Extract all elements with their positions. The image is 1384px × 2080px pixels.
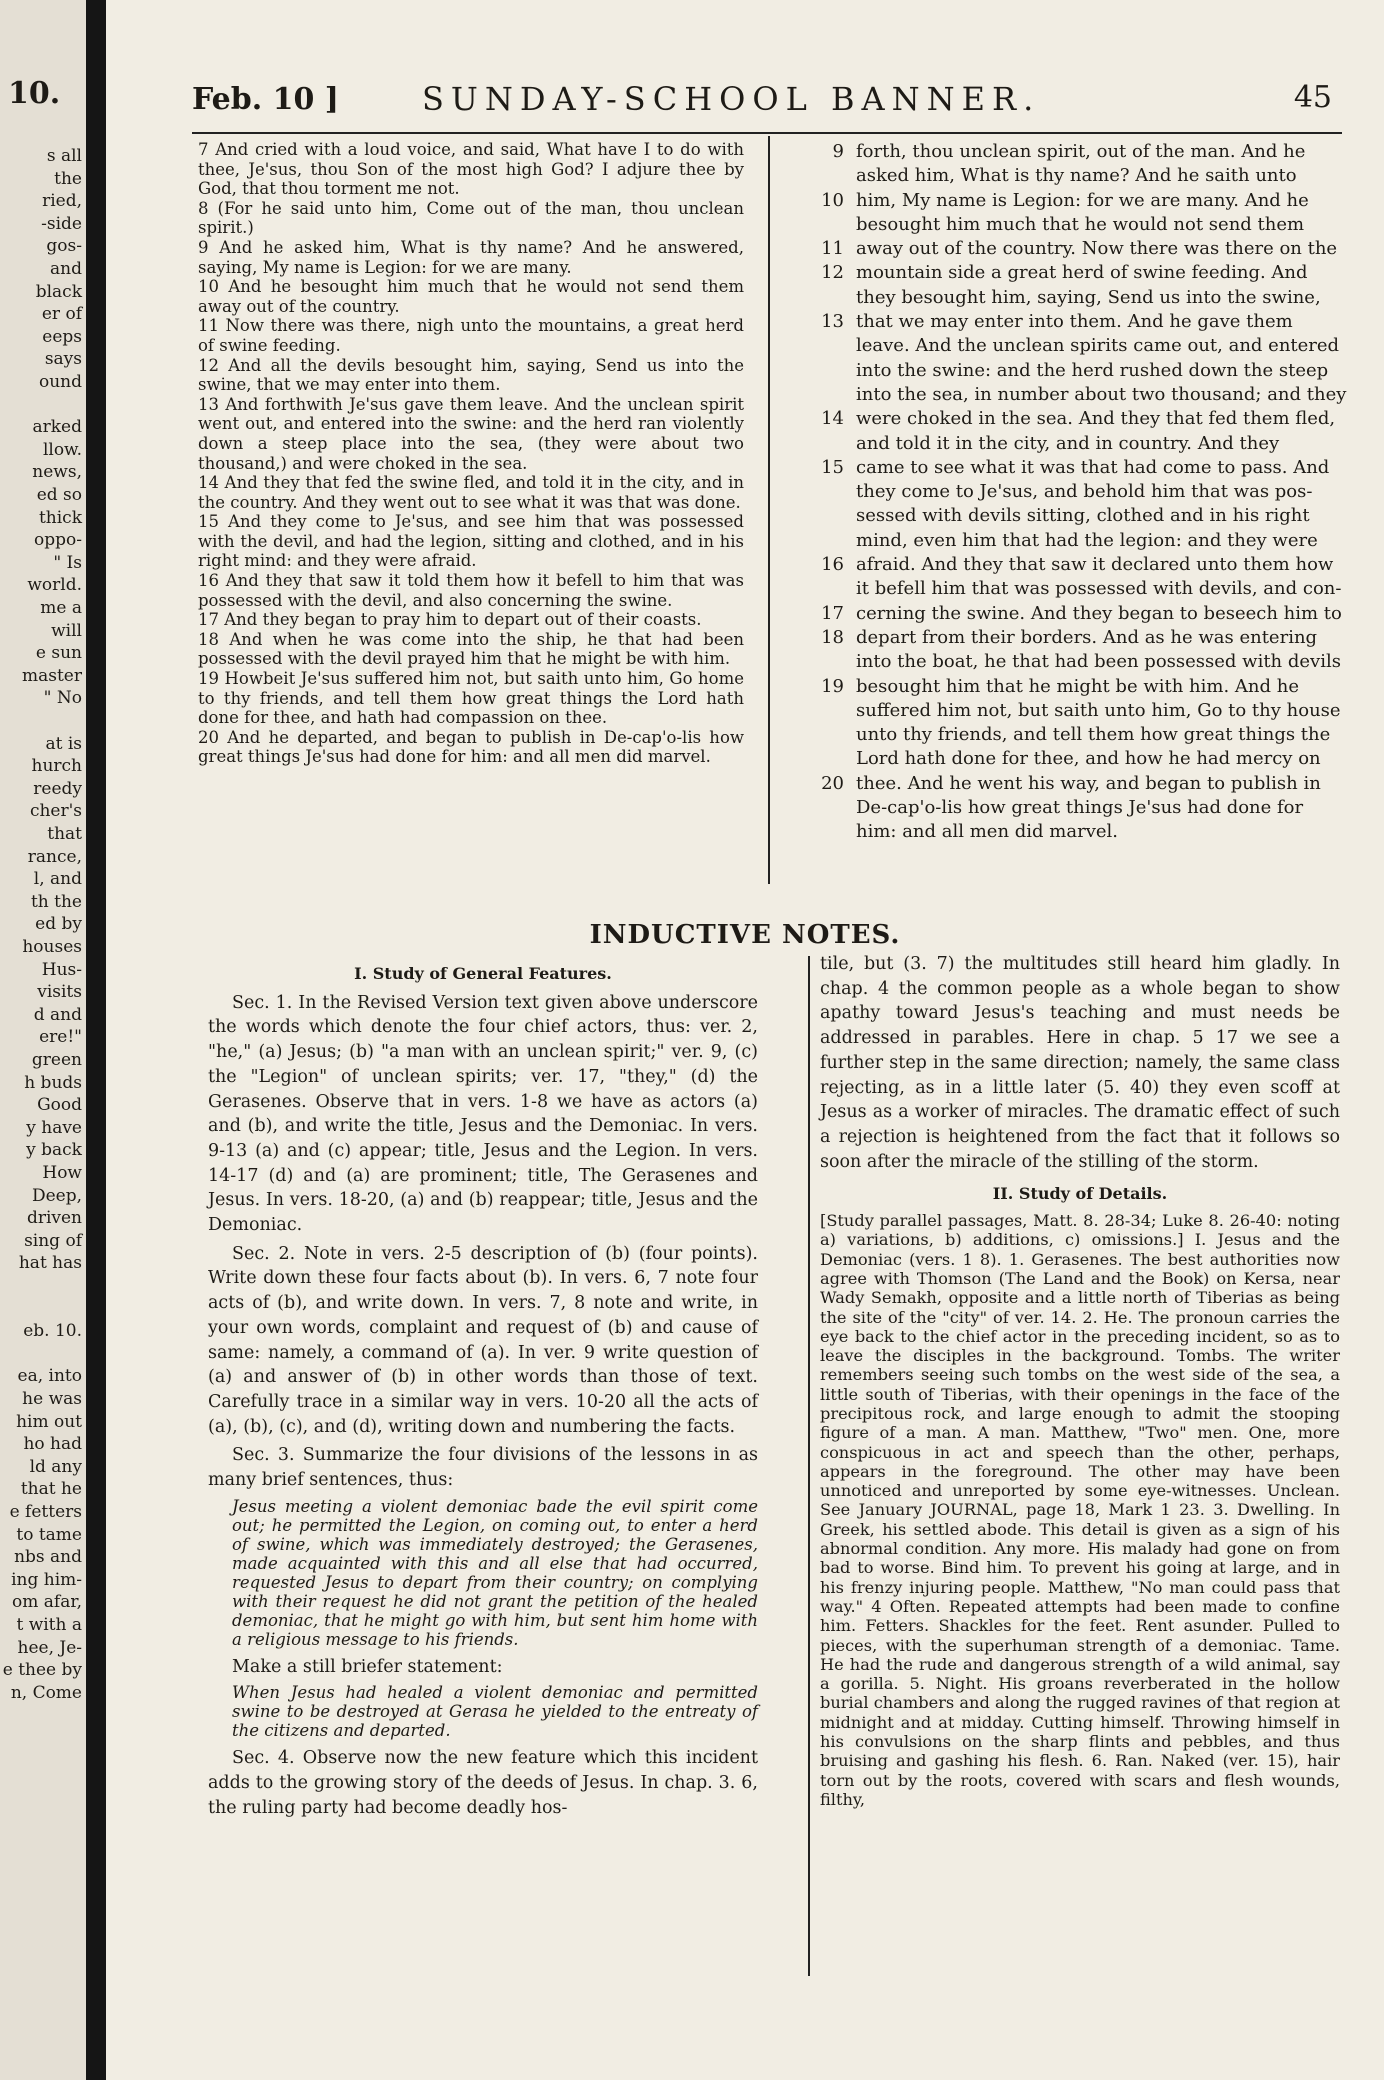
previous-page-fragment: visits [37, 982, 82, 1003]
page [106, 0, 1384, 2080]
rv-verse-number: 15 [821, 456, 844, 478]
rv-verse-number: 9 [832, 141, 844, 162]
previous-page-fragment: eb. 10. [23, 1321, 82, 1342]
previous-page-fragment: thick [38, 507, 82, 528]
rv-verse-number: 16 [821, 554, 844, 576]
summary-short: When Jesus had healed a violent demoniac and permitted swine to be destroyed at Gerasa he yielded to the entreaty of the citizens and departed. [232, 1683, 758, 1741]
previous-page-fragment: ing him- [11, 1569, 82, 1590]
rv-line [814, 602, 1342, 626]
rv-line-text: thee. And he went his way, and began to publish in [856, 772, 1321, 794]
kjv-verse: 14 And they that fed the swine fled, and told it in the city, and in the country. And they went out to see what it was that was done. [198, 473, 744, 512]
summary-long: Jesus meeting a violent demoniac bade the evil spirit come out; he permitted the Legion, on coming out, to enter a herd of swine, which was immediately destroyed; the Gerasenes, made acquainted with this and all else that had occurred, requested Jesus to depart from their country; on complying with their request he did not grant the petition of the healed demoniac, that he might go with him, but sent him home with a religious message to his friends. [232, 1496, 758, 1649]
rv-line-text: mountain side a great herd of swine feeding. And [856, 262, 1308, 284]
previous-page-fragment: ho had [23, 1434, 82, 1455]
page-gutter [86, 0, 106, 2080]
previous-page-fragment: news, [32, 462, 82, 483]
previous-page-fragment: l, and [33, 869, 82, 890]
rv-line-text: that we may enter into them. And he gave them [856, 311, 1293, 333]
rv-verse-number: 10 [821, 189, 844, 211]
previous-page-fragment: Deep, [31, 1185, 82, 1206]
previous-page-fragment: om afar, [12, 1592, 82, 1613]
rv-line [814, 820, 1334, 844]
rv-line-text: forth, thou unclean spirit, out of the man. And he [856, 141, 1306, 162]
kjv-verse: 8 (For he said unto him, Come out of the man, thou unclean spirit.) [198, 198, 744, 238]
section1-heading: I. Study of General Features. [354, 964, 612, 983]
rv-line [814, 650, 1341, 674]
rv-line-text: asked him, What is thy name? And he saith unto [856, 165, 1297, 187]
previous-page-fragment: reedy [33, 778, 82, 799]
previous-page-fragment: n, Come [10, 1682, 82, 1703]
previous-page-fragment: ed by [35, 914, 82, 935]
revised-version-column [814, 140, 1347, 845]
header-date: Feb. 10 ] [192, 82, 339, 117]
rv-verse-number: 13 [821, 311, 844, 333]
rv-line [814, 796, 1334, 820]
previous-page-fragment: s all [46, 146, 82, 166]
previous-page-fragment: " Is [53, 552, 82, 573]
previous-page-strip [0, 0, 86, 2080]
rv-line-text: came to see what it was that had come to pass. And [856, 456, 1330, 478]
notes-paragraph: Sec. 3. Summarize the four divisions of the lessons in as many brief sentences, thus: [208, 1445, 758, 1491]
previous-page-fragment: ld any [29, 1456, 82, 1477]
kjv-column [198, 140, 744, 767]
rv-line-text: away out of the country. Now there was there on the [856, 238, 1338, 260]
previous-page-fragment: him out [16, 1411, 82, 1432]
rv-line [814, 359, 1334, 383]
previous-page-fragment: to tame [16, 1524, 82, 1545]
rv-line [814, 723, 1334, 747]
rv-verse-number: 17 [821, 602, 844, 624]
previous-page-fragment: llow. [42, 439, 82, 460]
previous-page-fragment: Good [37, 1095, 82, 1116]
kjv-verse: 19 Howbeit Je'sus suffered him not, but saith unto him, Go home to thy friends, and tell them how great things the Lord hath done for thee, and hath had compassion on thee. [198, 669, 744, 728]
rv-line-text: cerning the swine. And they began to beseech him to [856, 602, 1342, 624]
kjv-verse: 13 And forthwith Je'sus gave them leave. And the unclean spirit went out, and entered into the swine: and the herd ran violently down a steep place into the sea, (they were about two thousand,) and were choked in the sea. [198, 394, 744, 473]
previous-page-fragment: sing of [24, 1230, 82, 1251]
rv-line-text: him: and all men did marvel. [856, 821, 1119, 843]
rv-line [814, 504, 1334, 528]
rv-line-text: into the sea, in number about two thousand; and they [856, 383, 1347, 405]
rv-line [814, 261, 1334, 285]
kjv-verse: 11 Now there was there, nigh unto the mountains, a great herd of swine feeding. [198, 316, 744, 355]
rv-line [814, 237, 1338, 261]
rv-line-text: they besought him, saying, Send us into the swine, [856, 286, 1321, 308]
previous-page-fragment: driven [26, 1208, 82, 1229]
details-paragraph: [Study parallel passages, Matt. 8. 28-34; Luke 8. 26-40: noting a) variations, b) additions, c) omissions.] I. Jesus and the Demoniac (vers. 1 8). 1. Gerasenes. The best authorities now agree with Thomson (The Land and the Book) on Kersa, near Wady Semakh, opposite and a little north of Tiberias as being the site of the "city" of ver. 14. 2. He. The pronoun carries the eye back to the chief actor in the preceding incident, so as to leave the disciples in the background. Tombs. The writer remembers seeing such tombs on the west side of the sea, a little south of Tiberias, with their openings in the face of the precipitous rock, and large enough to admit the stooping figure of a man. A man. Matthew, "Two" men. One, more conspicuous in act and speech than the other, perhaps, appears in the foreground. The other may have been unnoticed and unreported by some eye-witnesses. Unclean. See January JOURNAL, page 18, Mark 1 23. 3. Dwelling. In Greek, his settled abode. This detail is given as a sign of his abnormal condition. Any more. His malady had gone on from bad to worse. Bind him. To prevent his going at large, and in his frenzy injuring people. Matthew, "No man could pass that way." 4 Often. Repeated attempts had been made to confine him. Fetters. Shackles for the feet. Rent asunder. Pulled to pieces, with the superhuman strength of a demoniac. Tame. He had the rude and dangerous strength of a wild animal, say a gorilla. 5. Night. His groans reverberated in the hollow burial chambers and along the rugged ravines of that region at midnight and at midday. Cutting himself. Throwing himself in his convulsions on the sharp flints and pebbles, and thus bruising and gashing his flesh. 6. Ran. Naked (ver. 15), hair torn out by the roots, covered with scars and flesh wounds, filthy, [820, 1211, 1340, 1809]
section4-paragraph: Sec. 4. Observe now the new feature which this incident adds to the growing story of the deeds of Jesus. In chap. 3. 6, the ruling party had become deadly hos- [208, 1748, 758, 1818]
rv-line [814, 553, 1334, 577]
previous-page-fragment: rance, [27, 846, 82, 867]
previous-page-fragment: Hus- [41, 959, 82, 980]
previous-page-fragment: oppo- [34, 530, 82, 551]
previous-page-fragment: hurch [31, 756, 82, 777]
rv-line-text: unto thy friends, and tell them how great things the [856, 724, 1331, 746]
rv-line [814, 747, 1334, 771]
previous-page-fragment: ound [38, 372, 82, 392]
rv-line-text: him, My name is Legion: for we are many. And he [856, 189, 1309, 211]
rv-line [814, 772, 1334, 796]
rv-line-text: besought him much that he would not send them [856, 213, 1305, 235]
previous-page-fragment: e sun [35, 643, 82, 664]
rv-line-text: De-cap'o-lis how great things Je'sus had done for [856, 797, 1304, 819]
rv-line-text: mind, even him that had the legion: and they were [856, 529, 1318, 551]
previous-page-fragment: and [50, 259, 82, 279]
header-page-number: 45 [1293, 80, 1332, 115]
kjv-verse: 20 And he departed, and began to publish in De-cap'o-lis how great things Je'sus had done for him: and all men did marvel. [198, 727, 744, 767]
previous-page-fragment: ried, [42, 191, 82, 212]
rv-line [814, 189, 1334, 213]
rv-line [814, 432, 1334, 456]
previous-page-fragment: the [54, 168, 82, 189]
rv-line-text: they come to Je'sus, and behold him that was pos- [856, 481, 1313, 503]
previous-page-fragment: ea, into [17, 1366, 82, 1387]
kjv-verse: 9 And he asked him, What is thy name? And he answered, saying, My name is Legion: for we are many. [198, 237, 744, 277]
kjv-verse: 16 And they that saw it told them how it befell to him that was possessed with the devil, and also concerning the swine. [198, 571, 744, 610]
previous-page-fragment: nbs and [14, 1547, 82, 1568]
previous-page-fragment: t with a [16, 1615, 82, 1635]
rv-line [814, 577, 1342, 601]
notes-paragraph: Sec. 1. In the Revised Version text given above underscore the words which denote the four chief actors, thus: ver. 2, "he," (a) Jesus; (b) "a man with an unclean spirit;" ver. 9, (c) the "Legion" of unclean spirits; ver. 17, "they," (d) the Gerasenes. Observe that in vers. 1-8 we have as actors (a) and (b), and write the title, Jesus and the Demoniac. In vers. 9-13 (a) and (c) appear; title, Jesus and the Legion. In vers. 14-17 (d) and (a) are prominent; title, The Gerasenes and Jesus. In vers. 18-20, (a) and (b) reappear; title, Jesus and the Demoniac. [208, 992, 758, 1236]
rv-line [814, 383, 1347, 407]
rv-line-text: suffered him not, but saith unto him, Go to thy house [856, 699, 1341, 721]
previous-page-fragment: -side [41, 213, 82, 234]
kjv-verse: 12 And all the devils besought him, saying, Send us into the swine, that we may enter into them. [198, 355, 744, 395]
previous-page-fragment: cher's [29, 801, 82, 822]
previous-page-fragment: hat has [18, 1253, 82, 1274]
notes-title: INDUCTIVE NOTES. [589, 920, 901, 950]
header-title: SUNDAY-SCHOOL BANNER. [422, 80, 1041, 118]
rv-line-text: afraid. And they that saw it declared unto them how [856, 554, 1334, 576]
rv-line [814, 164, 1334, 188]
rv-line-text: depart from their borders. And as he was entering [856, 626, 1318, 648]
rv-line [814, 456, 1334, 480]
rv-verse-number: 11 [821, 238, 844, 260]
previous-page-fragment: " No [43, 688, 82, 709]
previous-page-fragment: master [22, 665, 82, 686]
previous-page-fragment: black [35, 281, 82, 302]
previous-page-fragment: eeps [42, 326, 82, 347]
rv-line-text: besought him that he might be with him. And he [856, 675, 1299, 697]
notes-divider [808, 956, 810, 1976]
kjv-verse: 15 And they come to Je'sus, and see him that was possessed with the devil, and had the legion, sitting and clothed, and in his right mind: and they were afraid. [198, 512, 744, 571]
previous-page-fragment: d and [33, 1004, 82, 1025]
rv-line [814, 407, 1334, 431]
rv-line [814, 699, 1341, 723]
previous-page-number: 10. [8, 76, 61, 111]
rv-line-text: it befell him that was possessed with devils, and con- [856, 578, 1342, 600]
kjv-verse: 18 And when he was come into the ship, he that had been possessed with the devil prayed him that he might be with him. [198, 629, 744, 669]
previous-page-fragment: will [51, 620, 82, 641]
rv-line [814, 140, 1334, 164]
rv-verse-number: 12 [821, 262, 844, 284]
previous-page-fragment: green [31, 1050, 82, 1070]
rv-line-text: were choked in the sea. And they that fed them fled, [856, 408, 1336, 430]
rv-line [814, 213, 1334, 237]
previous-page-fragment: hee, Je- [17, 1637, 82, 1658]
rv-line-text: into the boat, he that had been possessed with devils [856, 651, 1341, 673]
running-header [192, 70, 1342, 130]
rv-verse-number: 18 [821, 626, 844, 648]
rv-line [814, 286, 1334, 310]
rv-line [814, 310, 1334, 334]
rv-line [814, 480, 1334, 504]
previous-page-fragment: says [44, 349, 82, 370]
previous-page-fragment: gos- [46, 236, 82, 257]
column-divider [768, 136, 770, 884]
rv-line [814, 529, 1334, 553]
rv-verse-number: 20 [821, 772, 844, 794]
previous-page-fragment: houses [22, 937, 82, 957]
previous-page-fragment: How [42, 1163, 82, 1183]
previous-page-fragment: at is [45, 733, 82, 754]
rv-verse-number: 19 [821, 675, 844, 697]
briefer-label: Make a still briefer statement: [232, 1656, 503, 1677]
previous-page-fragment: e fetters [9, 1502, 82, 1522]
rv-line-text: leave. And the unclean spirits came out, and entered [856, 335, 1340, 357]
kjv-verse: 17 And they began to pray him to depart out of their coasts. [198, 610, 702, 630]
kjv-verse: 10 And he besought him much that he would not send them away out of the country. [198, 277, 744, 316]
previous-page-fragment: world. [27, 575, 82, 596]
rv-line [814, 334, 1340, 358]
notes-right-column [820, 952, 1340, 1809]
previous-page-fragment: y back [26, 1140, 82, 1161]
rv-line-text: and told it in the city, and in country. And they [856, 432, 1280, 454]
rv-line-text: into the swine: and the herd rushed down the steep [856, 359, 1329, 381]
previous-page-fragment: th the [30, 891, 82, 912]
notes-paragraph: Sec. 2. Note in vers. 2-5 description of (b) (four points). Write down these four facts about (b). In vers. 6, 7 note four acts of (b), and write down. In vers. 7, 8 note and write, in your own words, complaint and request of (b) and cause of same: namely, a command of (a). In ver. 9 write question of (a) and answer of (b) in other words than those of text. Carefully trace in a similar way in vers. 10-20 all the acts of (a), (b), (c), and (d), writing down and numbering the facts. [208, 1243, 758, 1437]
rv-verse-number: 14 [821, 408, 844, 430]
rv-line-text: sessed with devils sitting, clothed and in his right [856, 505, 1310, 527]
previous-page-fragment: y have [26, 1117, 82, 1138]
rv-line [814, 675, 1334, 699]
previous-page-fragment: ed so [36, 485, 82, 505]
kjv-verse: 7 And cried with a loud voice, and said, What have I to do with thee, Je'sus, thou Son of the most high God? I adjure thee by God, that thou torment me not. [198, 140, 744, 199]
previous-page-fragment: that [47, 824, 82, 844]
section2-heading: II. Study of Details. [992, 1184, 1168, 1204]
previous-page-fragment: arked [32, 417, 82, 438]
rv-line-text: Lord hath done for thee, and how he had mercy on [856, 748, 1321, 770]
previous-page-fragment: e thee by [2, 1660, 82, 1681]
notes-left-column [208, 958, 758, 1825]
rv-line [814, 626, 1334, 650]
previous-page-fragment: that he [20, 1479, 82, 1500]
previous-page-fragment: er of [41, 304, 82, 325]
previous-page-fragment: ere!" [39, 1027, 82, 1048]
header-rule [192, 132, 1342, 134]
previous-page-fragment: me a [40, 598, 82, 618]
previous-page-fragment: he was [22, 1389, 82, 1409]
previous-page-fragment: h buds [24, 1072, 82, 1093]
continuation-paragraph: tile, but (3. 7) the multitudes still heard him gladly. In chap. 4 the common people as a whole began to show apathy toward Jesus's teaching and must needs be addressed in parables. Here in chap. 5 17 we see a further step in the same direction; namely, the same class rejecting, as in a little later (5. 40) they even scoff at Jesus as a worker of miracles. The dramatic effect of such a rejection is heightened from the fact that it follows so soon after the miracle of the stilling of the storm. [820, 954, 1340, 1172]
